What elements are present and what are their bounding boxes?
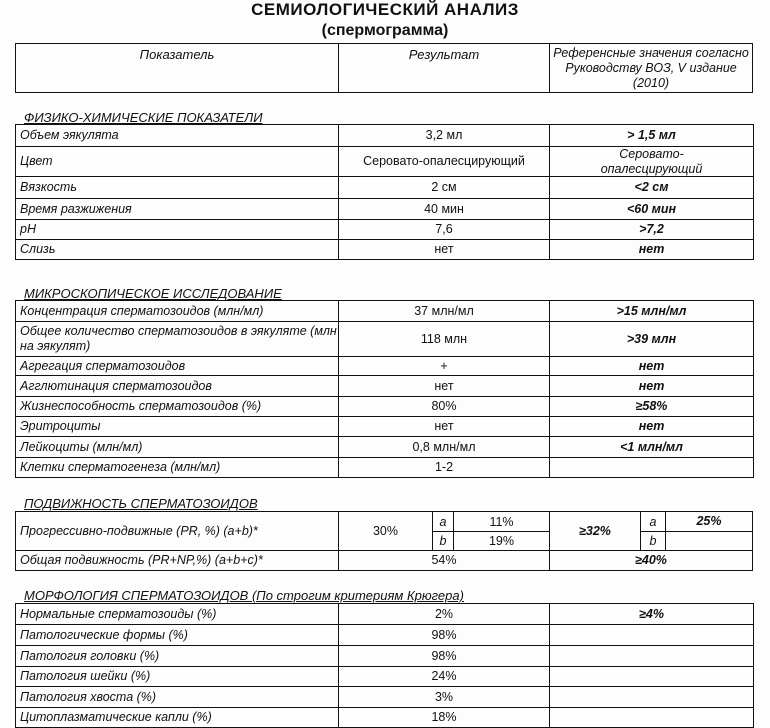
physchem-row-label: Время разжижения	[15, 198, 339, 220]
progressive-a-value: 11%	[453, 511, 550, 532]
physchem-row-result: 2 см	[338, 176, 550, 199]
micro-row-result: 118 млн	[338, 321, 550, 357]
micro-row-result: 0,8 млн/мл	[338, 436, 550, 458]
progressive-ref-b-label: b	[640, 531, 666, 551]
micro-row-reference: нет	[549, 356, 754, 376]
total-motility-reference: ≥40%	[549, 550, 753, 571]
progressive-b-value: 19%	[453, 531, 550, 551]
section-morph-title: МОРФОЛОГИЯ СПЕРМАТОЗОИДОВ (По строгим критериям Крюгера)	[24, 588, 464, 603]
micro-row-label: Общее количество сперматозоидов в эякуляте (млн на эякулят)	[15, 321, 339, 357]
physchem-row-result: 7,6	[338, 219, 550, 240]
micro-row-reference: нет	[549, 416, 754, 437]
morph-row-reference	[549, 707, 754, 728]
micro-row-result: +	[338, 356, 550, 376]
micro-row-result: нет	[338, 416, 550, 437]
physchem-row-reference: <60 мин	[549, 198, 754, 220]
physchem-row-result: 3,2 мл	[338, 124, 550, 147]
header-indicator: Показатель	[15, 43, 339, 93]
section-physchem-title: ФИЗИКО-ХИМИЧЕСКИЕ ПОКАЗАТЕЛИ	[24, 110, 263, 125]
page-title: СЕМИОЛОГИЧЕСКИЙ АНАЛИЗ	[251, 0, 519, 19]
progressive-result: 30%	[338, 511, 433, 551]
micro-row-label: Клетки сперматогенеза (млн/мл)	[15, 457, 339, 478]
micro-row-reference: ≥58%	[549, 396, 754, 417]
micro-row-result: 37 млн/мл	[338, 300, 550, 322]
morph-row-label: Патологические формы (%)	[15, 624, 339, 646]
morph-row-label: Нормальные сперматозоиды (%)	[15, 603, 339, 625]
morph-row-reference	[549, 645, 754, 667]
micro-row-reference: <1 млн/мл	[549, 436, 754, 458]
morph-row-label: Патология шейки (%)	[15, 666, 339, 687]
physchem-row-result: Серовато-опалесцирующий	[338, 146, 550, 177]
morph-row-result: 98%	[338, 645, 550, 667]
morph-row-reference	[549, 666, 754, 687]
total-motility-label: Общая подвижность (PR+NP,%) (a+b+c)*	[15, 550, 339, 571]
progressive-b-label: b	[432, 531, 454, 551]
physchem-row-label: Вязкость	[15, 176, 339, 199]
micro-row-result: 80%	[338, 396, 550, 417]
micro-row-label: Жизнеспособность сперматозоидов (%)	[15, 396, 339, 417]
physchem-row-label: Объем эякулята	[15, 124, 339, 147]
micro-row-reference: >39 млн	[549, 321, 754, 357]
physchem-row-reference: >7,2	[549, 219, 754, 240]
morph-row-reference	[549, 686, 754, 708]
physchem-row-label: Цвет	[15, 146, 339, 177]
morph-row-reference	[549, 624, 754, 646]
header-result: Результат	[338, 43, 550, 93]
physchem-row-result: 40 мин	[338, 198, 550, 220]
micro-row-label: Концентрация сперматозоидов (млн/мл)	[15, 300, 339, 322]
micro-row-label: Агглютинация сперматозоидов	[15, 375, 339, 397]
physchem-row-result: нет	[338, 239, 550, 260]
page-subtitle: (спермограмма)	[321, 22, 449, 39]
progressive-ref-a-label: a	[640, 511, 666, 532]
morph-row-label: Патология хвоста (%)	[15, 686, 339, 708]
micro-row-label: Агрегация сперматозоидов	[15, 356, 339, 376]
physchem-row-label: pH	[15, 219, 339, 240]
morph-row-result: 18%	[338, 707, 550, 728]
micro-row-label: Лейкоциты (млн/мл)	[15, 436, 339, 458]
micro-row-result: нет	[338, 375, 550, 397]
physchem-row-label: Слизь	[15, 239, 339, 260]
morph-row-result: 98%	[338, 624, 550, 646]
physchem-row-reference: нет	[549, 239, 754, 260]
total-motility-result: 54%	[338, 550, 550, 571]
section-micro-title: МИКРОСКОПИЧЕСКОЕ ИССЛЕДОВАНИЕ	[24, 286, 282, 301]
physchem-row-reference: Серовато-опалесцирующий	[549, 146, 754, 177]
micro-row-result: 1-2	[338, 457, 550, 478]
physchem-row-reference: > 1,5 мл	[549, 124, 754, 147]
morph-row-result: 3%	[338, 686, 550, 708]
progressive-ref-b-value	[665, 531, 753, 551]
progressive-reference: ≥32%	[549, 511, 641, 551]
micro-row-reference: >15 млн/мл	[549, 300, 754, 322]
section-motility-title: ПОДВИЖНОСТЬ СПЕРМАТОЗОИДОВ	[24, 496, 258, 511]
micro-row-label: Эритроциты	[15, 416, 339, 437]
morph-row-result: 24%	[338, 666, 550, 687]
progressive-ref-a-value: 25%	[665, 511, 753, 532]
micro-row-reference	[549, 457, 754, 478]
morph-row-label: Патология головки (%)	[15, 645, 339, 667]
progressive-label: Прогрессивно-подвижные (PR, %) (a+b)*	[15, 511, 339, 551]
progressive-a-label: a	[432, 511, 454, 532]
morph-row-label: Цитоплазматические капли (%)	[15, 707, 339, 728]
morph-row-result: 2%	[338, 603, 550, 625]
micro-row-reference: нет	[549, 375, 754, 397]
morph-row-reference: ≥4%	[549, 603, 754, 625]
physchem-row-reference: <2 см	[549, 176, 754, 199]
header-reference: Референсные значения согласно Руководству ВОЗ, V издание (2010)	[549, 43, 753, 93]
